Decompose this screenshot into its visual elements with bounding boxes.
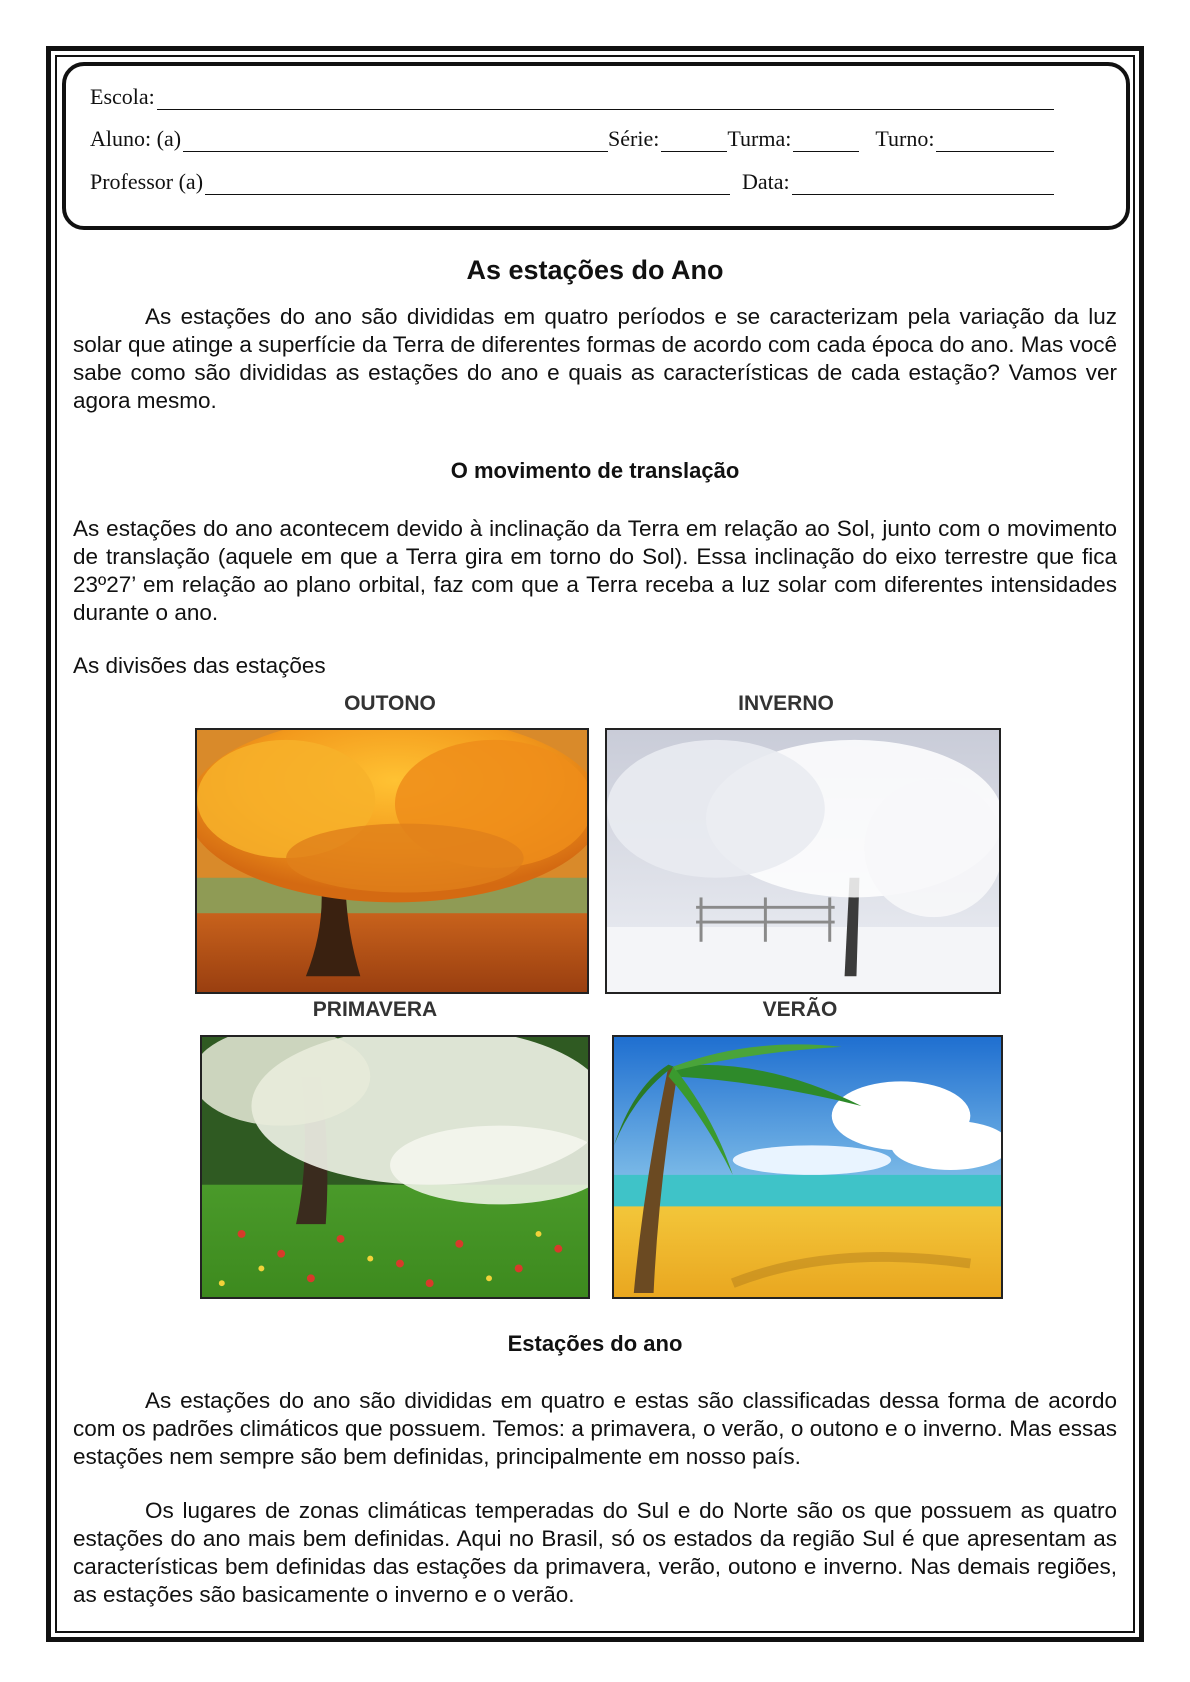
winter-photo	[605, 728, 1001, 994]
date-field[interactable]	[792, 174, 1054, 195]
intro-paragraph: As estações do ano são divididas em quatro períodos e se caracterizam pela variação da luz solar que atinge a superfície da Terra de diferentes formas de acordo com cada época do ano. Mas você sabe como são divididas as estações do ano e quais as características de cada estação? Vamos ver agora mesmo.	[73, 304, 1117, 413]
label-verao: VERÃO	[762, 998, 838, 1021]
school-field[interactable]	[157, 89, 1054, 110]
translation-heading: O movimento de translação	[450, 458, 740, 483]
translation-paragraph: As estações do ano acontecem devido à inclinação da Terra em relação ao Sol, junto com o movimento de translação (aquele em que a Terra gira em torno do Sol). Essa inclinação do eixo terrestre que fica 23º27’ em relação ao plano orbital, faz com que a Terra receba a luz solar com diferentes intensidades durante o ano.	[73, 516, 1117, 625]
summer-photo	[612, 1035, 1003, 1299]
grade-label: Série:	[608, 126, 660, 151]
student-info-box	[62, 62, 1130, 230]
label-primavera: PRIMAVERA	[312, 998, 438, 1021]
label-outono: OUTONO	[344, 692, 436, 715]
student-label: Aluno: (a)	[90, 126, 182, 151]
school-row	[90, 84, 1054, 110]
spring-photo	[200, 1035, 590, 1299]
teacher-label: Professor (a)	[90, 169, 204, 194]
shift-label: Turno:	[875, 126, 935, 151]
student-row	[90, 126, 1054, 152]
class-field[interactable]	[793, 131, 859, 152]
autumn-photo	[195, 728, 589, 994]
seasons-paragraph-1: As estações do ano são divididas em quatro e estas são classificadas dessa forma de acordo com os padrões climáticos que possuem. Temos: a primavera, o verão, o outono e o inverno. Mas essas estações nem sempre são bem definidas, principalmente em nosso país.	[73, 1388, 1117, 1469]
divisions-label: As divisões das estações	[73, 653, 326, 678]
teacher-row	[90, 169, 1054, 195]
student-field[interactable]	[183, 131, 608, 152]
date-label: Data:	[742, 169, 790, 194]
grade-field[interactable]	[661, 131, 727, 152]
seasons-paragraph-2: Os lugares de zonas climáticas temperadas do Sul e do Norte são os que possuem as quatro estações do ano mais bem definidas. Aqui no Brasil, só os estados da região Sul é que apresentam as características bem definidas das estações da primavera, verão, outono e inverno. Nas demais regiões, as estações são basicamente o inverno e o verão.	[73, 1498, 1117, 1607]
page-title: As estações do Ano	[466, 255, 724, 285]
shift-field[interactable]	[936, 131, 1054, 152]
school-label: Escola:	[90, 84, 155, 109]
teacher-field[interactable]	[205, 174, 730, 195]
seasons-heading: Estações do ano	[507, 1331, 683, 1356]
class-label: Turma:	[727, 126, 792, 151]
label-inverno: INVERNO	[738, 692, 834, 715]
